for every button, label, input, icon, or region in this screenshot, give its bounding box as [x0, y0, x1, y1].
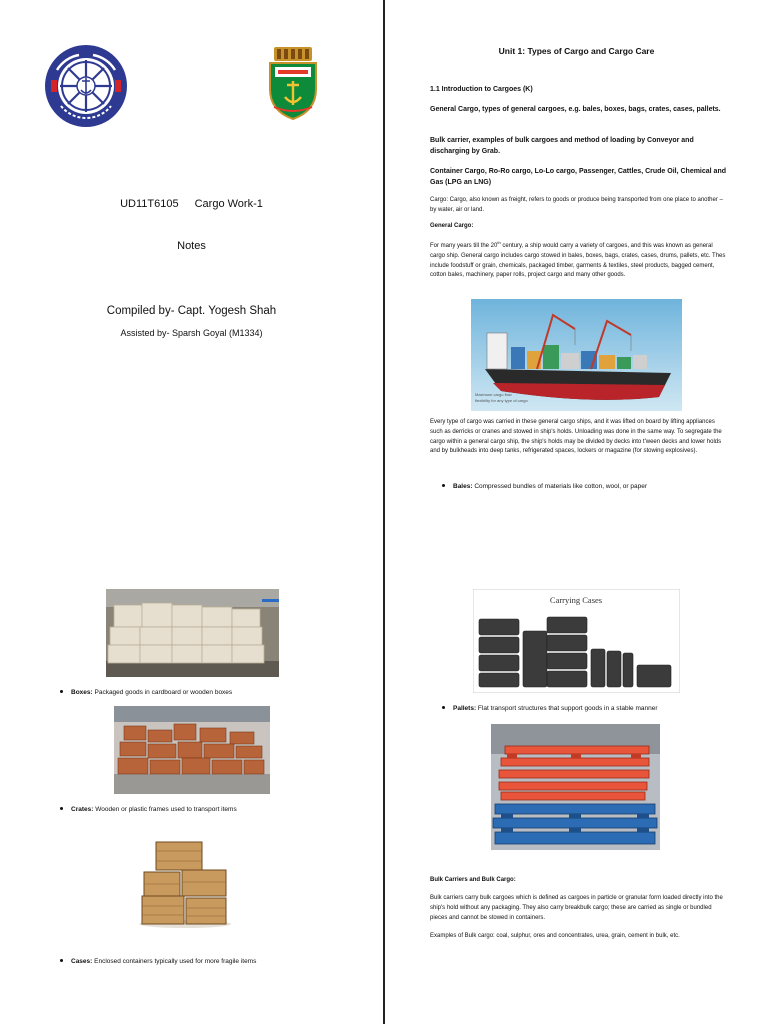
compiled-by: Compiled by- Capt. Yogesh Shah [106, 305, 277, 317]
unit-title: Unit 1: Types of Cargo and Cargo Care [498, 46, 655, 56]
cargo-ship-illustration [471, 299, 682, 411]
assisted-by: Assisted by- Sparsh Goyal (M1334) [120, 328, 263, 338]
bullet-dot-icon [442, 706, 445, 709]
bullet-dot-icon [60, 959, 63, 962]
bullet-cases: Cases: Enclosed containers typically used for more fragile items [60, 957, 256, 966]
topic-bulk-carrier: Bulk carrier, examples of bulk cargoes and method of loading by Conveyor and discharging by Grab. [430, 137, 694, 155]
course-code: UD11T6105 [120, 198, 179, 210]
bullet-dot-icon [60, 690, 63, 693]
bulk-paragraph-1: Bulk carriers carry bulk cargoes which is defined as cargoes in particle or granular form loaded directly into the ship's hold without any packaging. They also carry breakbulk cargo; these are carried as single or bundled pieces and cannot be stowed in containers. [430, 895, 723, 921]
carrying-cases-title: Carrying Cases [549, 595, 603, 605]
bulk-heading: Bulk Carriers and Bulk Cargo: [430, 877, 516, 883]
bullet-boxes: Boxes: Packaged goods in cardboard or wooden boxes [60, 688, 232, 697]
pallets-photo [491, 724, 660, 850]
notes-label: Notes [177, 240, 206, 252]
ship-caption-2: flexibility for any type of cargo [475, 398, 528, 403]
bullet-crates: Crates: Wooden or plastic frames used to transport items [60, 805, 237, 814]
general-cargo-paragraph-2: Every type of cargo was carried in these general cargo ships, and it was lifted on board by lifting appliances such as derricks or cranes and stowed in ship's holds. Unloading was done in the same way. To segregate the cargo within a general cargo ship, the ship's holds may be divided by decks into t'ween decks and lower holds and by bulkheads into deep tanks, refrigerated spaces, lockers or magazine (for stowing explosives). [430, 419, 722, 455]
general-cargo-paragraph-1: For many years till the 20th century, a ship would carry a variety of cargoes, and this was known as general cargo ship. General cargo includes cargo stowed in bales, boxes, bags, crates, cases, drums, pallets, etc. Thes include foodstuff or grain, chemicals, packaged timber, garments & textiles, steel products, bagged cement, cotton bales, machinery, paper rolls, project cargo and many other goods. [430, 240, 726, 279]
crest-logo-icon [266, 45, 320, 121]
course-code-line [0, 198, 383, 210]
bales-photo [106, 589, 279, 677]
bullet-dot-icon [442, 484, 445, 487]
cargo-definition: Cargo: Cargo, also known as freight, refers to goods or produce being transported from one place to another – by water, air or land. [430, 197, 723, 213]
crates-photo [134, 836, 236, 930]
bulk-paragraph-2: Examples of Bulk cargo: coal, sulphur, ores and concentrates, urea, grain, cement in bulk, etc. [430, 933, 680, 939]
topic-general-cargo: General Cargo, types of general cargoes, e.g. bales, boxes, bags, crates, cases, pallets. [430, 106, 721, 113]
bullet-dot-icon [60, 807, 63, 810]
section-heading: 1.1 Introduction to Cargoes (K) [430, 86, 533, 93]
university-logo-icon [43, 44, 129, 128]
right-page [385, 0, 768, 1024]
boxes-photo [114, 706, 270, 794]
ship-caption-1: Maximum cargo flow [475, 392, 512, 397]
course-name: Cargo Work-1 [194, 198, 263, 210]
topic-container-cargo: Container Cargo, Ro-Ro cargo, Lo-Lo cargo, Passenger, Cattles, Crude Oil, Chemical and Gas (LPG an LNG) [430, 168, 726, 186]
general-cargo-heading: General Cargo: [430, 223, 474, 229]
left-page [0, 0, 383, 1024]
bullet-pallets: Pallets: Flat transport structures that support goods in a stable manner [442, 704, 658, 713]
bullet-bales: Bales: Compressed bundles of materials like cotton, wool, or paper [442, 482, 647, 491]
carrying-cases-photo [473, 589, 680, 693]
